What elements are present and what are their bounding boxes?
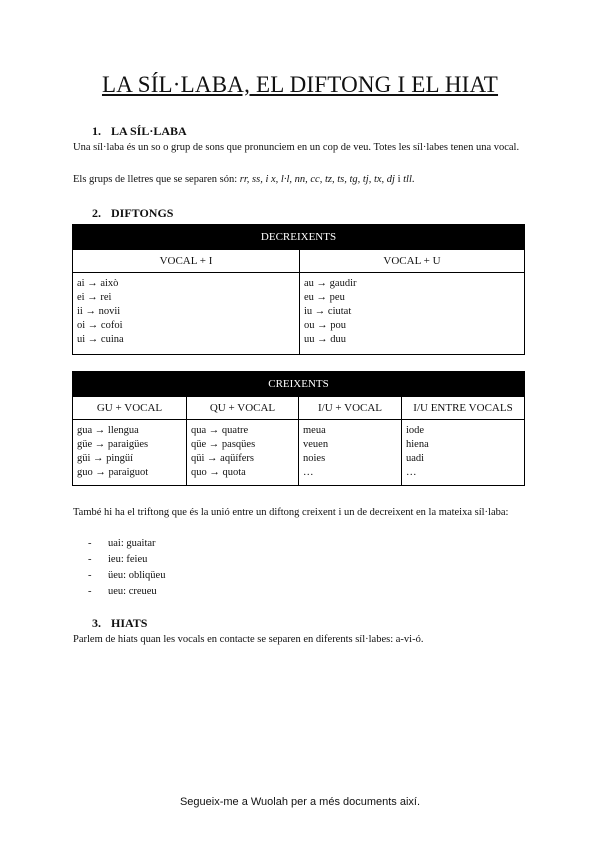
list-item bbox=[88, 584, 165, 600]
silaba-definition: Una síl·laba és un so o grup de sons que pronunciem en un cop de veu. Totes les síl·labes tenen una vocal. bbox=[73, 142, 520, 153]
example-row: iu → ciutat bbox=[304, 306, 352, 317]
dash-bullet: - bbox=[88, 570, 92, 581]
decreixents-col2 bbox=[300, 273, 525, 355]
example-row: au → gaudir bbox=[304, 278, 357, 289]
section-title: DIFTONGS bbox=[111, 206, 174, 220]
creixents-table bbox=[72, 371, 525, 486]
decreixents-table bbox=[72, 224, 525, 355]
example-row: qua → quatre bbox=[191, 425, 249, 436]
example-row: uu → duu bbox=[304, 334, 346, 345]
example-row: uadi bbox=[406, 453, 425, 464]
section-number: 2. bbox=[92, 206, 101, 220]
list-item bbox=[88, 568, 165, 584]
example-row: ou → pou bbox=[304, 320, 346, 331]
example-row: güi → pingüí bbox=[77, 453, 134, 464]
example-row: quo → quota bbox=[191, 467, 246, 478]
column-header: QU + VOCAL bbox=[187, 397, 299, 420]
example-row: … bbox=[406, 467, 417, 478]
list-item-text: ieu: feieu bbox=[108, 554, 148, 565]
section-number: 1. bbox=[92, 124, 101, 138]
example-row: güe → paraigües bbox=[77, 439, 149, 450]
example-row: noies bbox=[303, 453, 326, 464]
example-row: qüi → aqüífers bbox=[191, 453, 254, 464]
example-row: iode bbox=[406, 425, 425, 436]
list-item-text: uai: guaitar bbox=[108, 538, 156, 549]
example-row: qüe → pasqües bbox=[191, 439, 256, 450]
column-header: I/U + VOCAL bbox=[299, 397, 402, 420]
example-row: ui → cuina bbox=[77, 334, 124, 345]
example-row: ei → rei bbox=[77, 292, 112, 303]
hiats-definition: Parlem de hiats quan les vocals en contacte se separen en diferents síl·labes: a-vi-ó. bbox=[73, 634, 424, 645]
footer-text: Segueix-me a Wuolah per a més documents així. bbox=[179, 796, 421, 808]
section-heading-hiats bbox=[92, 616, 147, 631]
dash-bullet: - bbox=[88, 586, 92, 597]
creixents-col2 bbox=[187, 420, 299, 486]
column-header: VOCAL + I bbox=[73, 250, 300, 273]
creixents-col1 bbox=[73, 420, 187, 486]
creixents-col3 bbox=[299, 420, 402, 486]
example-row: gua → llengua bbox=[77, 425, 139, 436]
example-row: veuen bbox=[303, 439, 329, 450]
column-header: VOCAL + U bbox=[300, 250, 525, 273]
list-item bbox=[88, 552, 165, 568]
creixents-title: CREIXENTS bbox=[73, 372, 525, 397]
example-row: meua bbox=[303, 425, 326, 436]
groups-last: tll bbox=[403, 174, 412, 185]
groups-conj: i bbox=[394, 174, 404, 185]
example-row: hiena bbox=[406, 439, 429, 450]
list-item-text: ueu: creueu bbox=[108, 586, 157, 597]
triftong-list bbox=[88, 536, 165, 600]
dash-bullet: - bbox=[88, 538, 92, 549]
groups-list: rr, ss, i x, l·l, nn, cc, tz, ts, tg, tj, tx, dj bbox=[239, 174, 395, 185]
example-row: oi → cofoi bbox=[77, 320, 123, 331]
section-heading-silaba bbox=[92, 124, 187, 139]
page-title: LA SÍL·LABA, EL DIFTONG I EL HIAT bbox=[101, 72, 499, 97]
column-header: I/U ENTRE VOCALS bbox=[402, 397, 525, 420]
example-row: ai → això bbox=[77, 278, 119, 289]
column-header: GU + VOCAL bbox=[73, 397, 187, 420]
decreixents-col1 bbox=[73, 273, 300, 355]
dash-bullet: - bbox=[88, 554, 92, 565]
list-item bbox=[88, 536, 165, 552]
section-number: 3. bbox=[92, 616, 101, 630]
silaba-groups bbox=[73, 172, 528, 188]
example-row: ii → novii bbox=[77, 306, 121, 317]
example-row: eu → peu bbox=[304, 292, 345, 303]
creixents-col4 bbox=[402, 420, 525, 486]
section-title: HIATS bbox=[111, 616, 148, 630]
example-row: guo → paraiguot bbox=[77, 467, 149, 478]
groups-end: . bbox=[411, 174, 415, 185]
list-item-text: üeu: obliqüeu bbox=[108, 570, 166, 581]
triftong-note: També hi ha el triftong que és la unió entre un diftong creixent i un de decreixent en la mateixa síl·laba: bbox=[73, 507, 509, 518]
decreixents-title: DECREIXENTS bbox=[73, 225, 525, 250]
example-row: … bbox=[303, 467, 314, 478]
groups-prefix: Els grups de lletres que se separen són: bbox=[73, 174, 240, 185]
section-title: LA SÍL·LABA bbox=[111, 124, 187, 138]
section-heading-diftongs bbox=[92, 206, 173, 221]
